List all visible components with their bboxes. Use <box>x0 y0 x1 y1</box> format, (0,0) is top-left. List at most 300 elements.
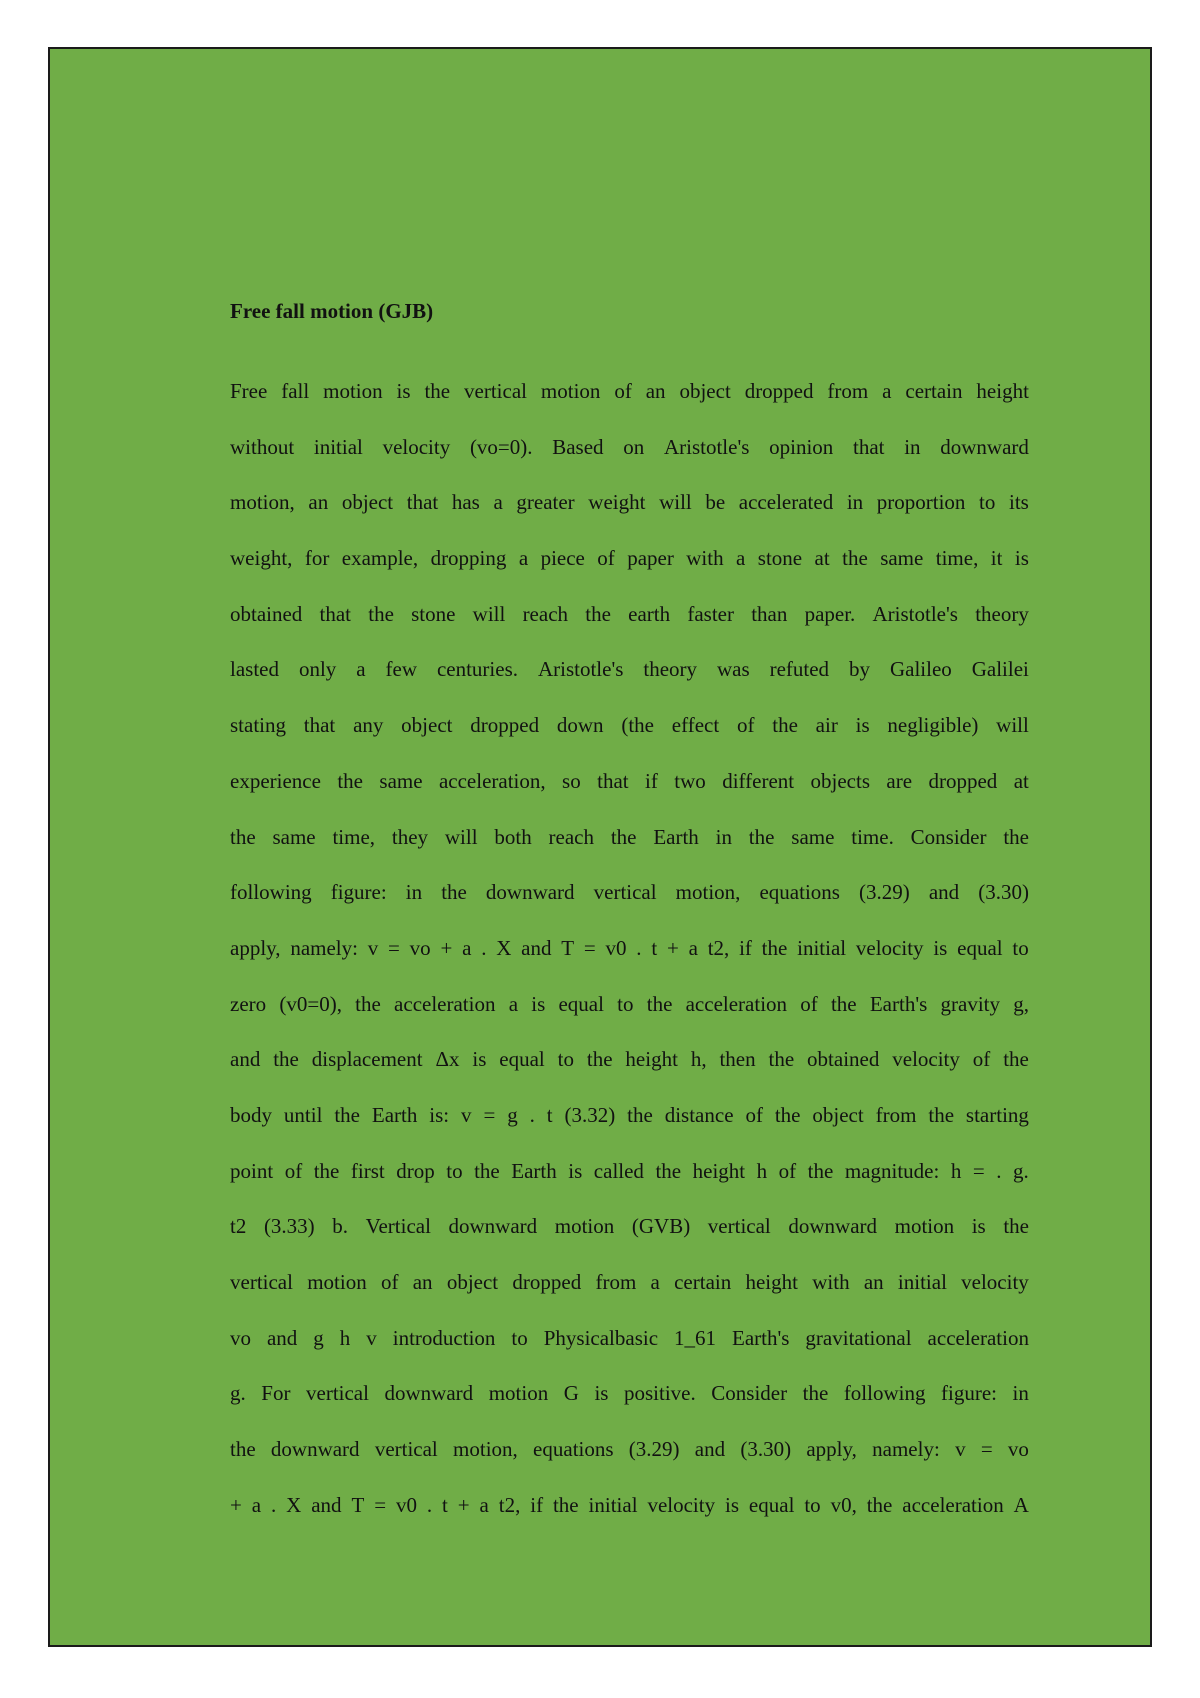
body-word: motion <box>554 1214 615 1239</box>
body-word: and <box>311 1492 342 1517</box>
body-word: starting <box>965 1102 1029 1127</box>
body-word: the <box>646 991 673 1016</box>
body-word: only <box>298 657 337 682</box>
body-word: object <box>401 713 453 738</box>
body-word: X <box>286 1492 302 1517</box>
body-word: to <box>511 1325 528 1350</box>
body-line <box>230 475 1029 531</box>
body-word: obtained <box>230 601 303 626</box>
body-word: both <box>494 824 532 849</box>
body-word: acceleration <box>394 991 496 1016</box>
body-word: experience <box>230 768 321 793</box>
body-word: height <box>625 1047 678 1072</box>
body-word: a <box>508 991 519 1016</box>
body-word: and <box>521 935 552 960</box>
body-word: (GVB) <box>631 1214 691 1239</box>
body-line <box>230 531 1029 587</box>
body-word: paper <box>627 546 674 571</box>
body-word: for <box>304 546 330 571</box>
body-word: a <box>736 546 746 571</box>
body-word: the <box>761 935 788 960</box>
body-word: initial <box>897 1270 947 1294</box>
body-word: that <box>597 768 629 793</box>
body-word: initial <box>588 1492 638 1517</box>
body-word: so <box>562 768 581 793</box>
body-word: two <box>674 768 706 793</box>
body-word: has <box>451 490 480 515</box>
body-line <box>230 1255 1029 1311</box>
body-word: in <box>1012 1381 1029 1406</box>
body-word: few <box>385 657 417 682</box>
body-word: the <box>355 991 381 1016</box>
body-word: object <box>812 1102 864 1127</box>
body-word: + <box>230 1492 242 1517</box>
body-word: at <box>1013 768 1029 793</box>
body-word: = <box>374 1492 387 1517</box>
body-word: opinion <box>769 434 834 459</box>
body-word: Consider <box>910 824 987 849</box>
body-word: figure: <box>941 1381 997 1406</box>
body-word: acceleration <box>685 991 788 1016</box>
body-word: dropped <box>928 768 998 793</box>
document-content <box>230 296 1029 1533</box>
body-word: namely: <box>290 935 358 960</box>
body-word: Earth <box>653 824 699 849</box>
body-word: in <box>715 824 732 849</box>
body-word: h <box>950 1158 962 1183</box>
body-line <box>230 1311 1029 1367</box>
body-word: a <box>882 379 892 403</box>
body-word: on <box>623 434 645 459</box>
body-word: namely: <box>872 1437 940 1462</box>
body-word: T <box>561 935 575 960</box>
body-word: the <box>441 880 467 905</box>
body-word: = <box>483 1102 496 1127</box>
body-line <box>230 865 1029 921</box>
body-word: motion <box>323 379 383 403</box>
body-word: object <box>679 379 731 403</box>
body-word: same <box>379 768 423 793</box>
body-word: its <box>1008 490 1029 515</box>
body-word: a <box>518 546 529 571</box>
body-word: body <box>230 1102 272 1127</box>
body-word: without <box>230 434 295 459</box>
body-word: at <box>814 546 830 571</box>
body-word: (the <box>621 713 654 738</box>
body-word: time, <box>332 824 376 849</box>
body-word: Based <box>552 434 604 459</box>
body-word: from <box>595 1270 637 1294</box>
body-word: theory <box>643 657 698 682</box>
body-word: of <box>380 1270 399 1294</box>
body-word: a <box>479 1492 489 1517</box>
body-word: accelerated <box>738 490 834 515</box>
body-word: . <box>636 935 642 960</box>
body-word: effect <box>671 713 720 738</box>
body-word: any <box>353 713 384 738</box>
body-word: will <box>996 713 1029 738</box>
body-word: t2 <box>230 1214 247 1239</box>
body-word: + <box>666 935 679 960</box>
body-word: than <box>751 601 788 626</box>
body-word: a <box>493 490 503 515</box>
body-word: . <box>426 1492 433 1517</box>
body-word: the <box>1003 1214 1029 1239</box>
body-word: Free <box>230 379 268 403</box>
body-line <box>230 1422 1029 1478</box>
body-word: paper. <box>804 601 856 626</box>
body-word: obtained <box>807 1047 880 1072</box>
body-word: A <box>1013 1492 1029 1517</box>
body-word: are <box>886 768 913 793</box>
body-word: velocity <box>855 935 924 960</box>
body-word: motion <box>488 1381 549 1406</box>
body-word: will <box>472 601 506 626</box>
body-word: same <box>272 824 316 849</box>
body-word: + <box>457 1492 470 1517</box>
body-word: (3.32) <box>564 1102 616 1127</box>
body-word: the <box>774 1102 801 1127</box>
body-word: Δx <box>435 1047 460 1072</box>
body-word: vertical <box>707 1214 771 1239</box>
body-word: example, <box>341 546 419 571</box>
body-word: to <box>979 490 996 515</box>
body-word: objects <box>810 768 870 793</box>
body-line <box>230 977 1029 1033</box>
body-word: with <box>812 1270 850 1294</box>
body-word: was <box>716 657 750 682</box>
body-word: displacement <box>311 1047 423 1072</box>
body-word: vo <box>230 1325 251 1350</box>
body-word: positive. <box>623 1381 696 1406</box>
body-word: that <box>303 713 336 738</box>
body-word: motion <box>540 379 601 403</box>
body-word: fall <box>281 379 310 403</box>
body-word: a <box>462 935 472 960</box>
body-word: = <box>583 935 596 960</box>
body-word: is <box>568 1158 583 1183</box>
body-word: of <box>745 1102 763 1127</box>
body-word: Earth's <box>869 991 928 1016</box>
body-word: Aristotle's <box>663 434 750 459</box>
body-word: is <box>594 1381 609 1406</box>
body-word: following <box>230 880 312 905</box>
body-word: time, <box>935 546 979 571</box>
body-word: be <box>705 490 726 515</box>
body-word: the <box>1003 1047 1029 1072</box>
body-word: the <box>748 824 775 849</box>
body-word: dropped <box>744 379 814 403</box>
body-word: if <box>530 1492 544 1517</box>
body-word: weight <box>588 490 646 515</box>
body-word: of <box>284 1158 303 1183</box>
body-word: v0 <box>605 935 627 960</box>
body-word: an <box>645 379 666 403</box>
body-word: first <box>350 1158 385 1183</box>
body-word: that <box>853 434 885 459</box>
body-word: the <box>842 546 868 571</box>
document-body <box>230 364 1029 1533</box>
body-word: distance <box>664 1102 734 1127</box>
body-word: the <box>802 1381 829 1406</box>
body-word: and <box>928 880 960 905</box>
body-word: t <box>651 935 658 960</box>
body-word: is: <box>429 1102 450 1127</box>
body-word: Aristotle's <box>537 657 624 682</box>
body-word: that <box>406 490 439 515</box>
body-word: + <box>440 935 453 960</box>
body-word: in <box>405 880 423 905</box>
body-word: equal <box>957 935 1003 960</box>
body-word: stone <box>411 601 456 626</box>
body-word: vertical <box>374 1437 438 1462</box>
body-word: is <box>472 1047 487 1072</box>
body-word: T <box>351 1492 365 1517</box>
body-word: Earth <box>511 1158 557 1183</box>
body-word: negligible) <box>887 713 979 738</box>
body-word: initial <box>313 434 363 459</box>
body-word: X <box>496 935 512 960</box>
body-word: . <box>481 935 487 960</box>
body-word: Earth <box>371 1102 418 1127</box>
body-word: vertical <box>306 1381 369 1406</box>
body-word: point <box>230 1158 274 1183</box>
body-word: acceleration <box>902 1492 1004 1517</box>
body-word: t <box>442 1492 448 1517</box>
body-word: of <box>736 713 755 738</box>
body-word: vertical <box>230 1270 293 1294</box>
body-word: and <box>230 1047 261 1072</box>
body-word: (3.33) <box>263 1214 315 1239</box>
body-word: motion, <box>230 490 295 515</box>
body-word: the <box>655 1158 682 1183</box>
body-word: to <box>804 1492 821 1517</box>
body-word: g. <box>230 1381 246 1406</box>
body-word: to <box>446 1158 463 1183</box>
body-word: theory <box>975 601 1029 626</box>
body-word: refuted <box>769 657 830 682</box>
body-word: a <box>251 1492 262 1517</box>
body-word: if <box>739 935 752 960</box>
body-word: (3.29) <box>628 1437 680 1462</box>
body-word: vo <box>1007 1437 1029 1462</box>
body-word: stone <box>757 546 803 571</box>
body-word: v <box>461 1102 472 1127</box>
body-word: it <box>990 546 1003 571</box>
body-word: is <box>971 1214 986 1239</box>
body-word: g <box>313 1325 324 1350</box>
body-word: will <box>444 824 478 849</box>
body-line <box>230 810 1029 866</box>
body-word: the <box>928 1102 955 1127</box>
body-word: air <box>815 713 838 738</box>
body-word: object <box>446 1270 499 1294</box>
body-word: acceleration <box>927 1325 1029 1350</box>
body-word: vertical <box>464 379 527 403</box>
body-word: height <box>745 1270 798 1294</box>
body-word: motion, <box>675 880 741 905</box>
body-line <box>230 587 1029 643</box>
body-word: For <box>261 1381 291 1406</box>
body-word: the <box>230 1437 256 1462</box>
body-word: then <box>719 1047 756 1072</box>
body-word: of <box>972 1047 991 1072</box>
body-word: the <box>334 1102 360 1127</box>
body-line <box>230 754 1029 810</box>
body-word: the <box>337 768 363 793</box>
body-word: reach <box>522 601 569 626</box>
body-word: in <box>904 434 921 459</box>
body-word: the <box>474 1158 500 1183</box>
body-word: same <box>791 824 835 849</box>
body-word: different <box>722 768 795 793</box>
body-word: the <box>273 1047 299 1072</box>
body-word: Physicalbasic <box>543 1325 659 1350</box>
body-word: g. <box>1012 1158 1029 1183</box>
body-word: if <box>645 768 658 793</box>
body-word: magnitude: <box>844 1158 940 1183</box>
body-word: (v0=0), <box>279 991 342 1016</box>
body-word: height <box>976 379 1029 403</box>
body-word: earth <box>628 601 671 626</box>
body-word: Earth's <box>732 1325 790 1350</box>
body-word: t <box>546 1102 553 1127</box>
body-line <box>230 420 1029 476</box>
body-word: h <box>756 1158 768 1183</box>
body-word: v <box>955 1437 966 1462</box>
body-word: h <box>339 1325 351 1350</box>
body-word: g, <box>1013 991 1029 1016</box>
body-word: gravity <box>940 991 1000 1016</box>
body-word: is <box>725 1492 740 1517</box>
body-word: initial <box>797 935 847 960</box>
body-word: the <box>586 1047 613 1072</box>
body-word: from <box>827 379 869 403</box>
body-word: the <box>552 1492 579 1517</box>
body-word: Aristotle's <box>872 601 958 626</box>
body-word: until <box>283 1102 323 1127</box>
body-word: the <box>830 991 857 1016</box>
body-word: certain <box>674 1270 732 1294</box>
body-word: equations <box>533 1437 614 1462</box>
body-word: apply, <box>230 935 281 960</box>
body-word: . <box>996 1158 1002 1183</box>
body-word: of <box>614 379 632 403</box>
body-word: downward <box>940 434 1029 459</box>
body-word: figure: <box>330 880 387 905</box>
body-word: of <box>778 1158 797 1183</box>
body-word: they <box>391 824 429 849</box>
body-word: zero <box>230 991 267 1016</box>
body-word: v0, <box>830 1492 857 1517</box>
body-word: is <box>855 713 870 738</box>
body-word: g <box>507 1102 518 1127</box>
body-word: equal <box>558 991 604 1016</box>
body-line <box>230 364 1029 420</box>
body-word: Galilei <box>971 657 1029 682</box>
body-word: downward <box>270 1437 360 1462</box>
body-word: drop <box>396 1158 435 1183</box>
body-word: downward <box>384 1381 474 1406</box>
body-line <box>230 1478 1029 1534</box>
body-word: introduction <box>392 1325 496 1350</box>
body-word: the <box>368 601 394 626</box>
body-word: down <box>556 713 604 738</box>
body-word: the <box>772 713 798 738</box>
body-word: (3.30) <box>978 880 1029 905</box>
body-word: the <box>610 824 637 849</box>
body-line <box>230 698 1029 754</box>
body-word: v <box>367 935 379 960</box>
body-word: in <box>846 490 864 515</box>
body-word: greater <box>516 490 575 515</box>
body-word: from <box>875 1102 917 1127</box>
body-word: t2, <box>707 935 730 960</box>
body-word: the <box>585 601 611 626</box>
body-word: v0 <box>395 1492 417 1517</box>
body-word: the <box>807 1158 834 1183</box>
document-title: Free fall motion (GJB) <box>230 299 434 323</box>
body-word: velocity <box>382 434 451 459</box>
body-word: proportion <box>876 490 966 515</box>
body-word: an <box>308 490 329 515</box>
body-word: motion <box>894 1214 955 1239</box>
body-word: of <box>597 546 615 571</box>
body-word: 1_61 <box>674 1325 717 1350</box>
body-word: by <box>849 657 871 682</box>
body-word: is <box>1014 546 1029 571</box>
body-word: G <box>563 1381 579 1406</box>
body-word: following <box>843 1381 926 1406</box>
body-word: dropped <box>512 1270 582 1294</box>
body-line <box>230 921 1029 977</box>
body-word: b. <box>332 1214 349 1239</box>
body-word: t2, <box>498 1492 521 1517</box>
body-word: piece <box>540 546 585 571</box>
body-word: object <box>341 490 394 515</box>
body-word: and <box>694 1437 726 1462</box>
body-word: certain <box>905 379 963 403</box>
body-word: (3.29) <box>859 880 910 905</box>
body-word: downward <box>788 1214 878 1239</box>
body-word: Galileo <box>889 657 952 682</box>
body-word: an <box>412 1270 433 1294</box>
body-word: centuries. <box>436 657 518 682</box>
body-word: of <box>800 991 818 1016</box>
body-word: h, <box>690 1047 707 1072</box>
body-word: = <box>388 935 400 960</box>
body-word: and <box>266 1325 298 1350</box>
body-word: dropped <box>470 713 540 738</box>
body-word: acceleration, <box>438 768 546 793</box>
body-word: the <box>768 1047 795 1072</box>
body-word: the <box>424 379 451 403</box>
body-word: a <box>356 657 366 682</box>
body-word: to <box>1012 935 1029 960</box>
body-word: is <box>933 935 948 960</box>
body-line <box>230 642 1029 698</box>
body-word: stating <box>230 713 286 738</box>
body-word: the <box>627 1102 653 1127</box>
body-word: vertical <box>593 880 657 905</box>
body-word: apply, <box>806 1437 857 1462</box>
body-word: the <box>230 824 256 849</box>
body-word: vo <box>409 935 431 960</box>
body-word: equations <box>759 880 840 905</box>
body-word: will <box>659 490 692 515</box>
body-word: Vertical <box>365 1214 431 1239</box>
body-word: downward <box>448 1214 538 1239</box>
